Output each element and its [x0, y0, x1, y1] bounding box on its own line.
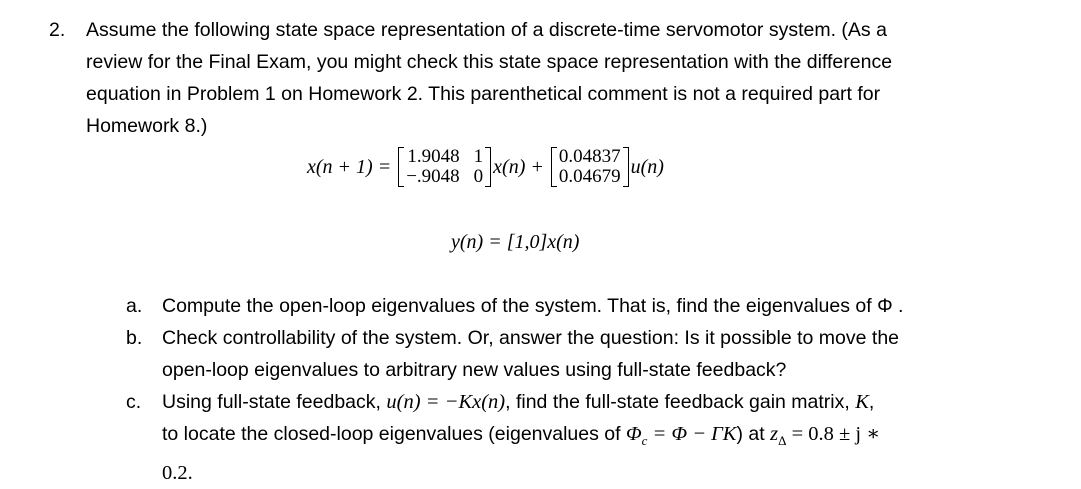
- phi-cell: 1.9048: [407, 146, 460, 167]
- intro-line: Assume the following state space representation of a discrete-time servomotor system. (As a: [86, 19, 887, 41]
- item-letter-b: b.: [126, 327, 143, 349]
- desired-eigenvalues: = 0.8 ± j ∗: [786, 423, 881, 445]
- gamma-cell: 0.04837: [558, 146, 621, 167]
- gamma-cell: 0.04679: [558, 166, 621, 187]
- problem-number: 2.: [49, 19, 66, 41]
- intro-line: review for the Final Exam, you might check this state space representation with the difference: [86, 51, 893, 73]
- phi-cell: 1: [473, 146, 484, 167]
- item-line: open-loop eigenvalues to arbitrary new values using full-state feedback?: [162, 359, 787, 381]
- state-equation-lhs: x(n + 1) =: [307, 155, 397, 178]
- matrix-bracket-right: [485, 147, 491, 187]
- matrix-bracket-right: [623, 147, 629, 187]
- gamma-matrix: [551, 147, 629, 187]
- feedback-law: u(n) = −Kx(n): [386, 391, 506, 413]
- item-line: 0.2.: [162, 461, 193, 484]
- problem-intro: [86, 14, 986, 142]
- item-letter-c: c.: [126, 391, 142, 413]
- matrix-bracket-left: [551, 147, 557, 187]
- phi-matrix: [398, 147, 491, 187]
- item-line: to locate the closed-loop eigenvalues (eigenvalues of $\Phi_c = \Phi - \Gamma K$) at $z_\Delta = 0.8 \pm j$ ∗: [162, 423, 881, 448]
- item-a-text: [162, 290, 1042, 322]
- state-equation-mid: x(n) +: [493, 155, 549, 178]
- item-line: Using full-state feedback, u(n) = −Kx(n), find the full-state feedback gain matrix, K,: [162, 391, 875, 413]
- item-line: Check controllability of the system. Or, answer the question: Is it possible to move the: [162, 327, 900, 349]
- gain-symbol: K: [855, 391, 869, 413]
- intro-line: Homework 8.): [86, 115, 208, 137]
- state-equation-input: u(n): [630, 155, 664, 178]
- item-b-text: [162, 322, 1042, 386]
- item-c-text: [162, 386, 1042, 489]
- closed-loop-matrix: = Φ − ΓK: [647, 423, 737, 445]
- phi-cell: 0: [473, 166, 484, 187]
- state-equation: [307, 142, 664, 192]
- phi-cell: −.9048: [406, 166, 460, 187]
- item-letter-a: a.: [126, 295, 143, 317]
- intro-line: equation in Problem 1 on Homework 2. This parenthetical comment is not a required part for: [86, 83, 881, 105]
- matrix-bracket-left: [398, 147, 404, 187]
- item-line: Compute the open-loop eigenvalues of the system. That is, find the eigenvalues of Φ .: [162, 295, 904, 317]
- output-equation: y(n) = [1,0]x(n): [451, 231, 580, 253]
